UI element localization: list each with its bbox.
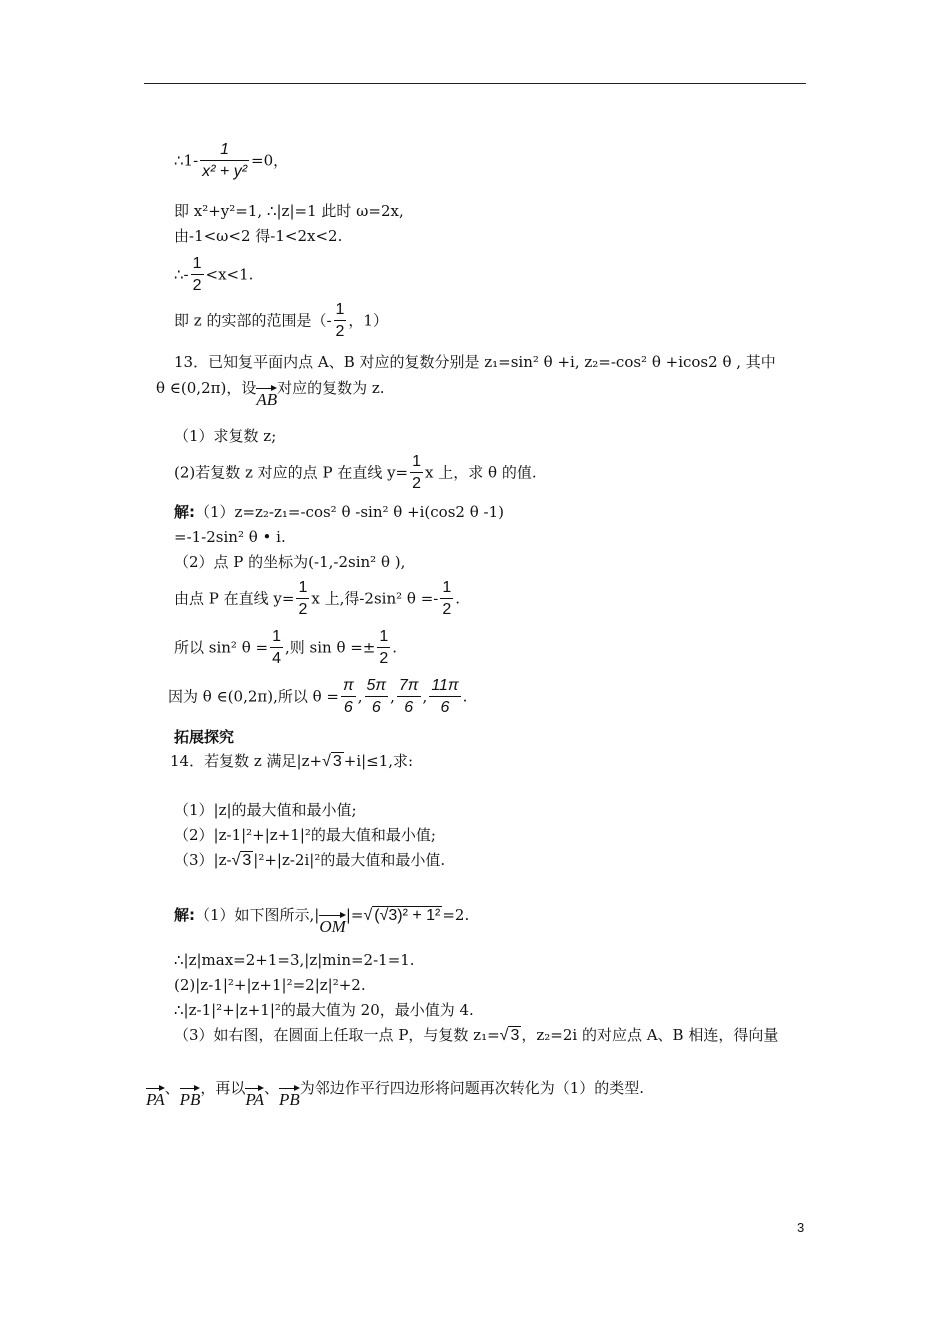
question-14-part-1: （1）|z|的最大值和最小值; — [174, 801, 357, 819]
eq-line-1: ∴1- $\frac{1}{\text{x² + y²}}$ =0， — [174, 141, 289, 180]
section-heading: 拓展探究 — [174, 728, 235, 746]
solution-14-line-6: PA、 PB，再以 PA、 PB为邻边作平行四边形将问题再次转化为（1）的类型. — [146, 1079, 645, 1109]
solution-13-line-6: 因为 θ ∈(0,2π),所以 θ = $\frac{\pi}{6}$ , $\frac{5\pi}{6}$ , $\frac{7\pi}{6}$ , $\frac{11\pi}{6}$ . — [168, 677, 468, 716]
solution-13-line-1: 解:（1）z=z₂-z₁=-cos² θ -sin² θ +i(cos2 θ -1) — [174, 503, 504, 521]
question-13-line-2: θ ∈(0,2π)，设 AB对应的复数为 z. — [156, 379, 385, 409]
eq-line-5: 即 z 的实部的范围是（- $\frac{1}{2}$ ，1） — [174, 301, 388, 340]
question-13-part-2: (2)若复数 z 对应的点 P 在直线 y= $\frac{1}{2}$ x 上，求 θ 的值. — [174, 453, 537, 492]
solution-14-line-4: ∴|z-1|²+|z+1|²的最大值为 20，最小值为 4. — [174, 1001, 474, 1019]
question-14-part-3: （3）|z-√ 3 |²+|z-2i|²的最大值和最小值. — [174, 851, 446, 869]
solution-14-line-5: （3）如右图，在圆面上任取一点 P，与复数 z₁=√ 3 ，z₂=2i 的对应点 A、B 相连，得向量 — [174, 1026, 779, 1044]
solution-14-line-3: (2)|z-1|²+|z+1|²=2|z|²+2. — [174, 976, 366, 994]
question-13-part-1: （1）求复数 z; — [174, 427, 277, 445]
eq-line-2: 即 x²+y²=1, ∴|z|=1 此时 ω=2x, — [174, 202, 404, 220]
eq-line-4: ∴- $\frac{1}{2}$ <x<1. — [174, 255, 254, 294]
eq-line-3: 由-1<ω<2 得-1<2x<2. — [174, 227, 343, 245]
solution-13-line-3: （2）点 P 的坐标为(-1,-2sin² θ ), — [174, 553, 406, 571]
solution-13-line-2: =-1-2sin² θ • i. — [174, 528, 286, 546]
solution-13-line-4: 由点 P 在直线 y= $\frac{1}{2}$ x 上,得-2sin² θ =- $\frac{1}{2}$ . — [174, 579, 461, 618]
solution-13-line-5: 所以 sin² θ = $\frac{1}{4}$ ,则 sin θ =± $\frac{1}{2}$ . — [174, 628, 398, 667]
page-number: 3 — [797, 1220, 805, 1235]
question-13-line-1: 13．已知复平面内点 A、B 对应的复数分别是 z₁=sin² θ +i, z₂=-cos² θ +icos2 θ , 其中 — [174, 353, 776, 371]
solution-14-line-2: ∴|z|max=2+1=3,|z|min=2-1=1. — [174, 951, 415, 969]
solution-14-line-1: 解:（1）如下图所示,| OM|=√ (√3)² + 1² =2. — [174, 906, 470, 936]
header-rule — [144, 83, 806, 84]
question-14: 14．若复数 z 满足|z+√ 3 +i|≤1,求: — [170, 752, 414, 770]
question-14-part-2: （2）|z-1|²+|z+1|²的最大值和最小值; — [174, 826, 436, 844]
